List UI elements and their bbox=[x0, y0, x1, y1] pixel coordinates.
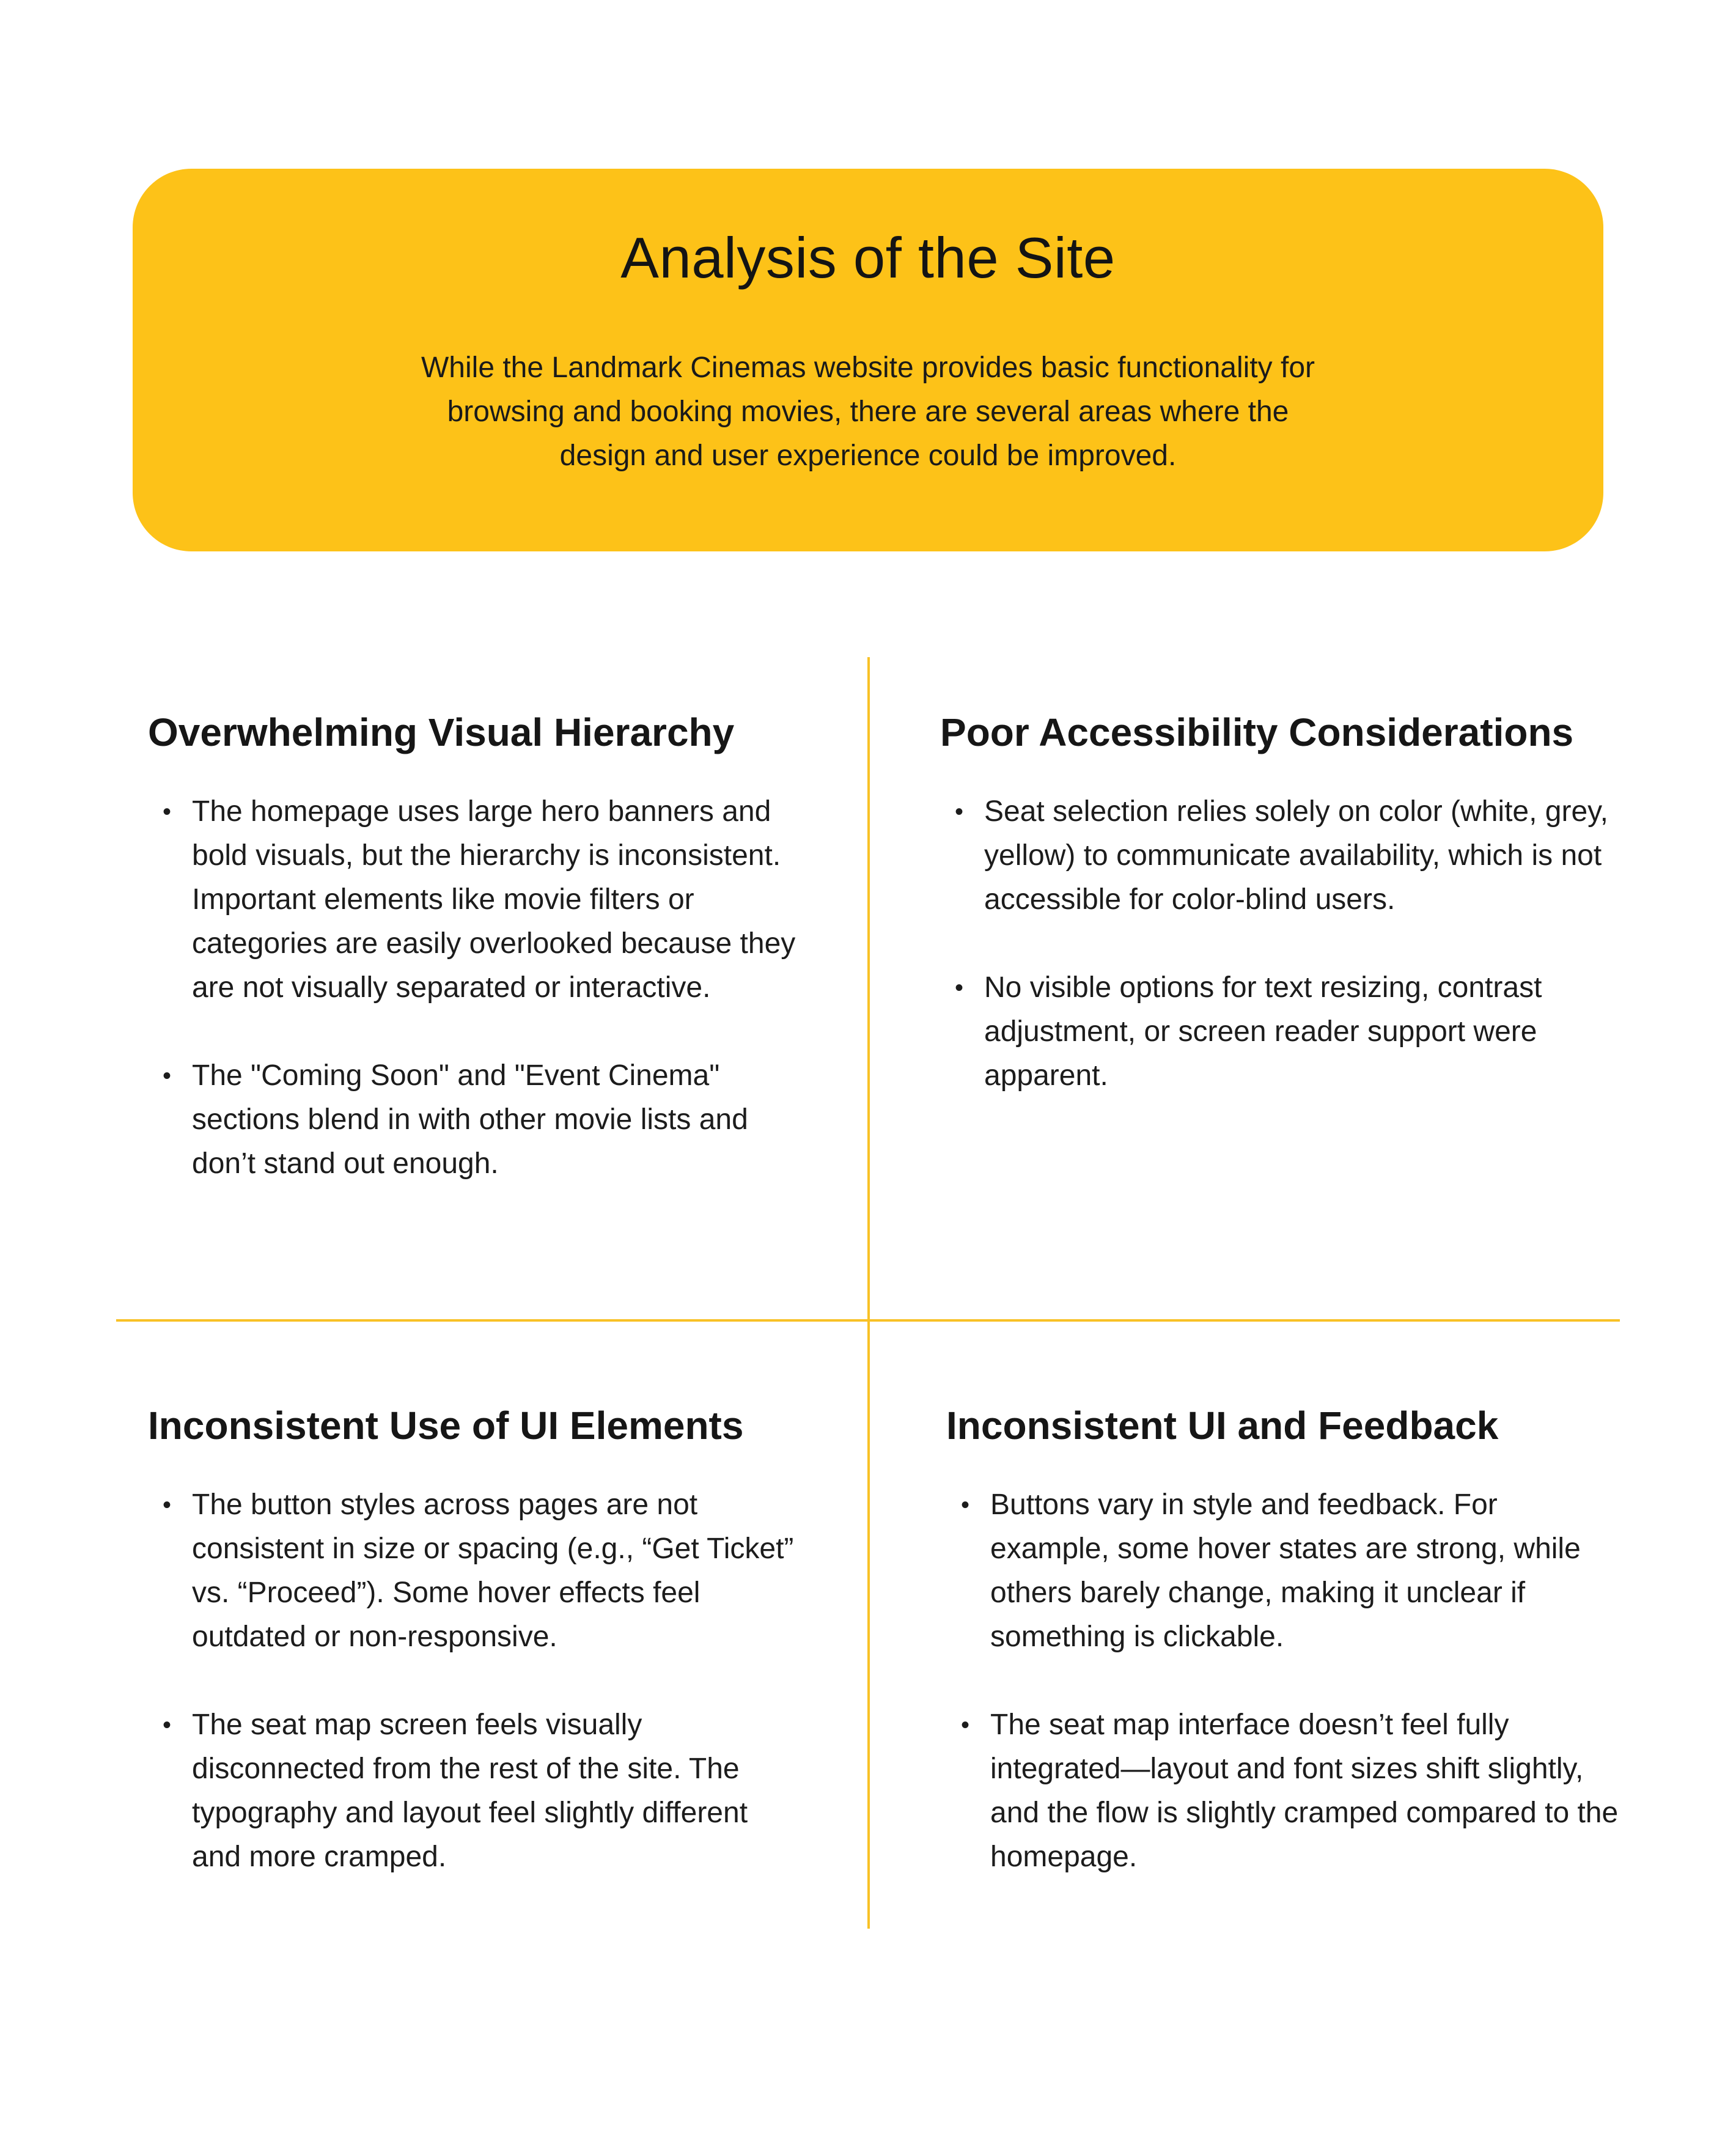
bullet-icon: • bbox=[163, 1062, 172, 1089]
bullet-icon: • bbox=[961, 1712, 970, 1739]
list-item bbox=[148, 790, 796, 1010]
intro-paragraph: While the Landmark Cinemas website provides basic functionality for browsing and booking movies, there are several areas where the design and user experience could be improved. bbox=[421, 351, 1315, 472]
list-item-text: The homepage uses large hero banners and bold visuals, but the hierarchy is inconsistent. Important elements like movie filters or categories are easily overlooked because they are not visually separated or interactive. bbox=[192, 795, 796, 1004]
list-item-text: Buttons vary in style and feedback. For example, some hover states are strong, while others barely change, making it unclear if something is clickable. bbox=[990, 1489, 1581, 1653]
section-heading: Overwhelming Visual Hierarchy bbox=[148, 710, 735, 754]
list-item bbox=[940, 790, 1625, 922]
section-ui-elements bbox=[148, 1401, 796, 1879]
section-accessibility bbox=[940, 708, 1625, 1098]
vertical-divider bbox=[867, 657, 870, 1929]
list-item-text: The button styles across pages are not consistent in size or spacing (e.g., “Get Ticket” vs. “Proceed”). Some hover effects feel outdated or non-responsive. bbox=[192, 1489, 794, 1653]
bullet-icon: • bbox=[163, 1492, 172, 1518]
bullet-list bbox=[940, 790, 1625, 1098]
list-item bbox=[946, 1703, 1619, 1879]
list-item bbox=[940, 966, 1625, 1098]
bullet-icon: • bbox=[961, 1492, 970, 1518]
section-heading: Poor Accessibility Considerations bbox=[940, 710, 1574, 754]
list-item bbox=[148, 1483, 796, 1659]
hero-banner bbox=[133, 169, 1603, 551]
section-heading: Inconsistent UI and Feedback bbox=[946, 1404, 1499, 1448]
section-heading: Inconsistent Use of UI Elements bbox=[148, 1404, 744, 1448]
list-item bbox=[946, 1483, 1619, 1659]
bullet-icon: • bbox=[163, 1712, 172, 1739]
list-item bbox=[148, 1703, 796, 1879]
list-item-text: The "Coming Soon" and "Event Cinema" sections blend in with other movie lists and don’t stand out enough. bbox=[192, 1059, 748, 1180]
bullet-list bbox=[148, 1483, 796, 1879]
bullet-icon: • bbox=[955, 974, 964, 1001]
section-visual-hierarchy bbox=[148, 708, 796, 1186]
bullet-list bbox=[148, 790, 796, 1186]
section-ui-feedback bbox=[946, 1401, 1619, 1879]
list-item-text: The seat map screen feels visually disconnected from the rest of the site. The typography and layout feel slightly different and more cramped. bbox=[192, 1709, 748, 1873]
list-item bbox=[148, 1054, 796, 1186]
bullet-list bbox=[946, 1483, 1619, 1879]
page-title: Analysis of the Site bbox=[620, 226, 1116, 290]
bullet-icon: • bbox=[163, 798, 172, 825]
horizontal-divider bbox=[116, 1319, 1620, 1322]
list-item-text: Seat selection relies solely on color (white, grey, yellow) to communicate availability, which is not accessible for color-blind users. bbox=[984, 795, 1608, 916]
list-item-text: No visible options for text resizing, contrast adjustment, or screen reader support were apparent. bbox=[984, 971, 1542, 1092]
bullet-icon: • bbox=[955, 798, 964, 825]
list-item-text: The seat map interface doesn’t feel fully integrated—layout and font sizes shift slightly, and the flow is slightly cramped compared to the homepage. bbox=[990, 1709, 1619, 1873]
